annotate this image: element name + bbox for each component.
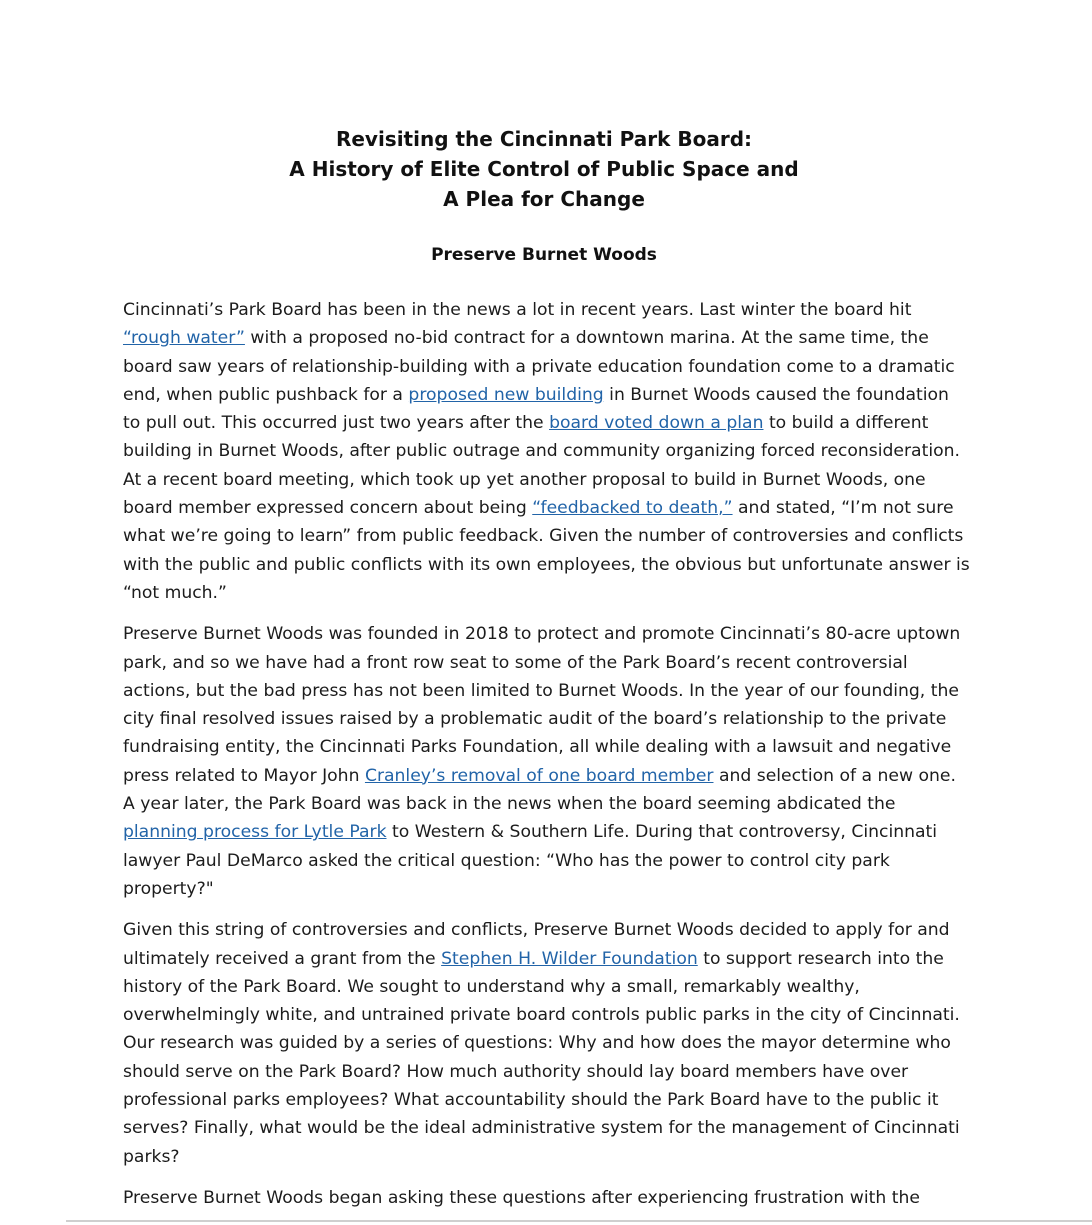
paragraph-text: and stated, “I’m not sure what we’re going to learn” from public feedback. Given the number of controversies and conflicts with the public and public conflicts with its own employees, the obvious but unfortunate answer is “not much.”	[123, 498, 970, 603]
paragraph-text: Given this string of controversies and conflicts, Preserve Burnet Woods decided to apply for and ultimately received a grant from the	[123, 920, 950, 969]
paragraph-1	[123, 296, 971, 607]
document-subtitle: Preserve Burnet Woods	[431, 245, 657, 265]
paragraph-text: to build a different building in Burnet Woods, after public outrage and community organizing forced reconsideration. At a recent board meeting, which took up yet another proposal to build in Burnet Woods, one board member expressed concern about being	[123, 413, 960, 519]
document-title	[0, 124, 1088, 214]
paragraph-text: to Western & Southern Life. During that controversy, Cincinnati lawyer Paul DeMarco asked the critical question: “Who has the power to control city park property?"	[123, 822, 938, 899]
link-cranley-removal[interactable]: Cranley’s removal of one board member	[364, 765, 714, 786]
title-line-1: Revisiting the Cincinnati Park Board:	[335, 127, 753, 151]
paragraph-text: in Burnet Woods caused the foundation to pull out. This occurred just two years after the	[123, 384, 949, 434]
paragraph-text: Preserve Burnet Woods was founded in 2018 to protect and promote Cincinnati’s 80-acre uptown park, and so we have had a front row seat to some of the Park Board’s recent controversial actions, but the bad press has not been limited to Burnet Woods. In the year of our founding, the city final resolved issues raised by a problematic audit of the board’s relationship to the private fundraising entity, the Cincinnati Parks Foundation, all while dealing with a lawsuit and negative press related to Mayor John	[123, 624, 961, 786]
paragraph-text: and selection of a new one. A year later, the Park Board was back in the news when the board seeming abdicated the	[123, 765, 956, 815]
link-rough-water[interactable]: “rough water”	[123, 328, 245, 349]
paragraph-text: Preserve Burnet Woods began asking these questions after experiencing frustration with the	[123, 1187, 920, 1208]
link-board-voted-down-plan[interactable]: board voted down a plan	[549, 413, 764, 434]
paragraph-text: with a proposed no-bid contract for a downtown marina. At the same time, the board saw years of relationship-building with a private education foundation come to a dramatic end, when public pushback for a	[123, 328, 955, 405]
paragraph-3	[123, 916, 971, 1171]
paragraph-text: to support research into the history of the Park Board. We sought to understand why a small, remarkably wealthy, overwhelmingly white, and untrained private board controls public parks in the city of Cincinnati. Our research was guided by a series of questions: Why and how does the mayor determine who should serve on the Park Board? How much authority should lay board members have over professional parks employees? What accountability should the Park Board have to the public it serves? Finally, what would be the ideal administrative system for the management of Cincinnati parks?	[123, 948, 960, 1167]
title-line-2: A History of Elite Control of Public Space and	[289, 157, 799, 181]
link-feedbacked-to-death[interactable]: “feedbacked to death,”	[532, 498, 733, 519]
link-wilder-foundation[interactable]: Stephen H. Wilder Foundation	[441, 948, 698, 969]
paragraph-text: Cincinnati’s Park Board has been in the news a lot in recent years. Last winter the board hit	[123, 300, 912, 320]
link-lytle-park-planning[interactable]: planning process for Lytle Park	[123, 822, 387, 843]
title-line-3: A Plea for Change	[443, 187, 645, 211]
link-proposed-new-building[interactable]: proposed new building	[408, 384, 604, 405]
document-body	[123, 296, 971, 1225]
paragraph-4	[123, 1184, 971, 1212]
paragraph-2	[123, 620, 971, 903]
